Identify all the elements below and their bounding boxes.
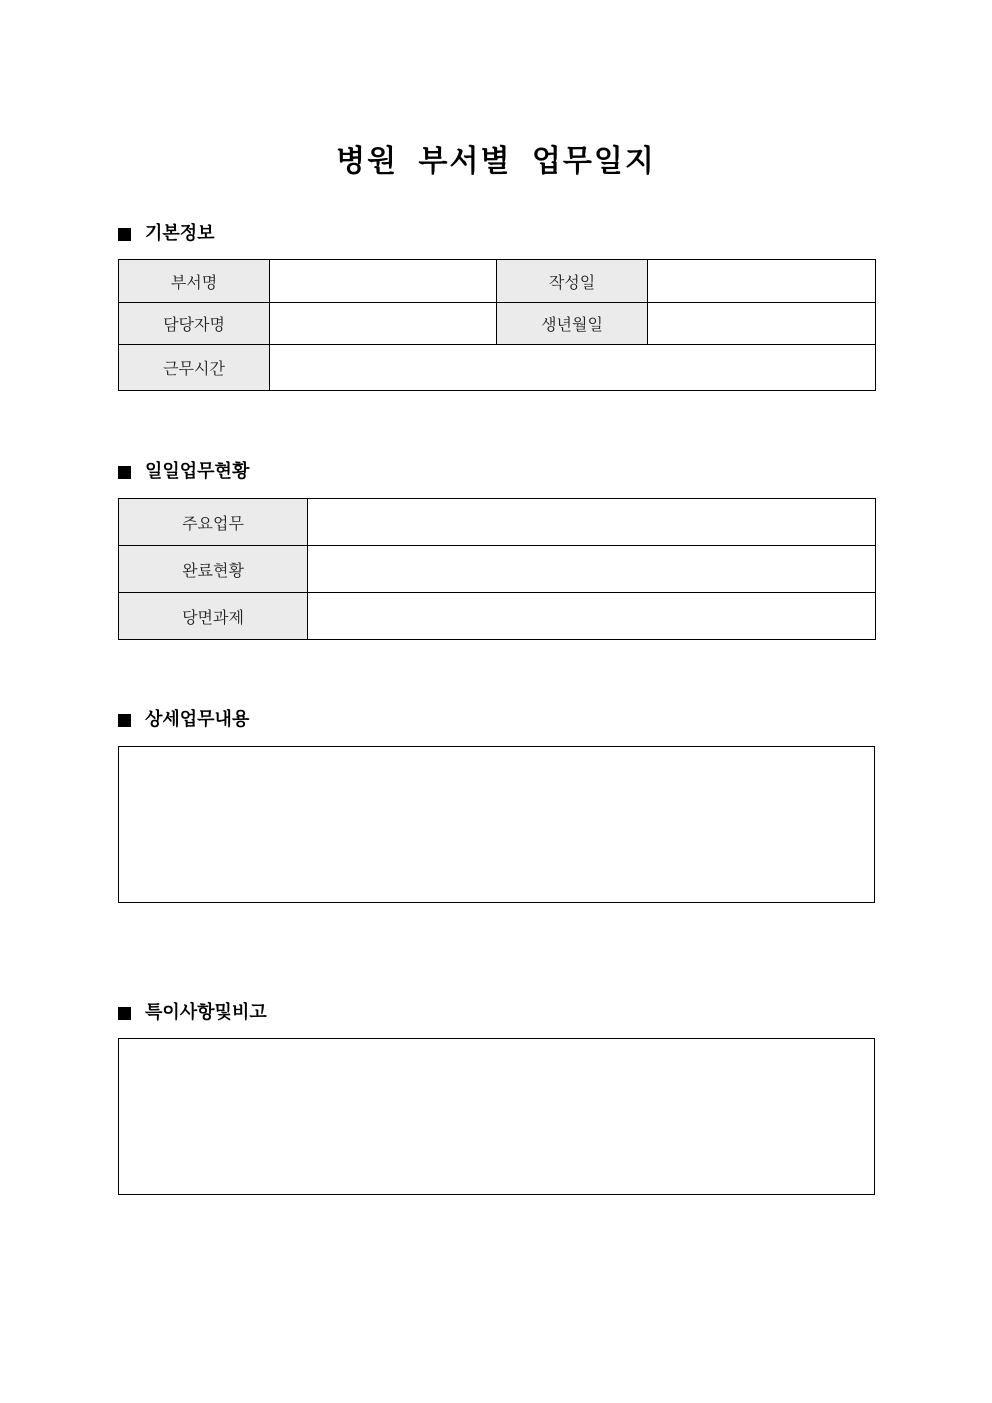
main-tasks-field[interactable] xyxy=(308,499,876,546)
detail-content-box[interactable] xyxy=(118,746,875,903)
section-heading-daily xyxy=(118,460,249,484)
remarks-content-box[interactable] xyxy=(118,1038,875,1195)
pending-label: 당면과제 xyxy=(119,593,308,640)
section-heading-label: 특이사항및비고 xyxy=(145,1002,267,1023)
square-bullet-icon xyxy=(118,228,131,241)
birthdate-label: 생년월일 xyxy=(497,303,648,345)
department-field[interactable] xyxy=(270,260,497,303)
daily-status-table xyxy=(118,498,876,640)
date-written-field[interactable] xyxy=(648,260,876,303)
page-title: 병원 부서별 업무일지 xyxy=(336,144,656,179)
work-hours-label: 근무시간 xyxy=(119,345,270,391)
square-bullet-icon xyxy=(118,714,131,727)
section-heading-label: 상세업무내용 xyxy=(145,709,250,730)
section-heading-remarks xyxy=(118,1001,267,1025)
completion-field[interactable] xyxy=(308,546,876,593)
square-bullet-icon xyxy=(118,1007,131,1020)
square-bullet-icon xyxy=(118,466,131,479)
manager-field[interactable] xyxy=(270,303,497,345)
section-heading-detail xyxy=(118,708,249,732)
completion-label: 완료현황 xyxy=(119,546,308,593)
department-label: 부서명 xyxy=(119,260,270,303)
basic-info-table xyxy=(118,259,876,391)
main-tasks-label: 주요업무 xyxy=(119,499,308,546)
work-hours-field[interactable] xyxy=(270,345,876,391)
section-heading-label: 일일업무현황 xyxy=(145,461,250,482)
date-written-label: 작성일 xyxy=(497,260,648,303)
birthdate-field[interactable] xyxy=(648,303,876,345)
section-heading-label: 기본정보 xyxy=(145,223,215,244)
manager-label: 담당자명 xyxy=(119,303,270,345)
pending-field[interactable] xyxy=(308,593,876,640)
section-heading-basic xyxy=(118,222,215,246)
